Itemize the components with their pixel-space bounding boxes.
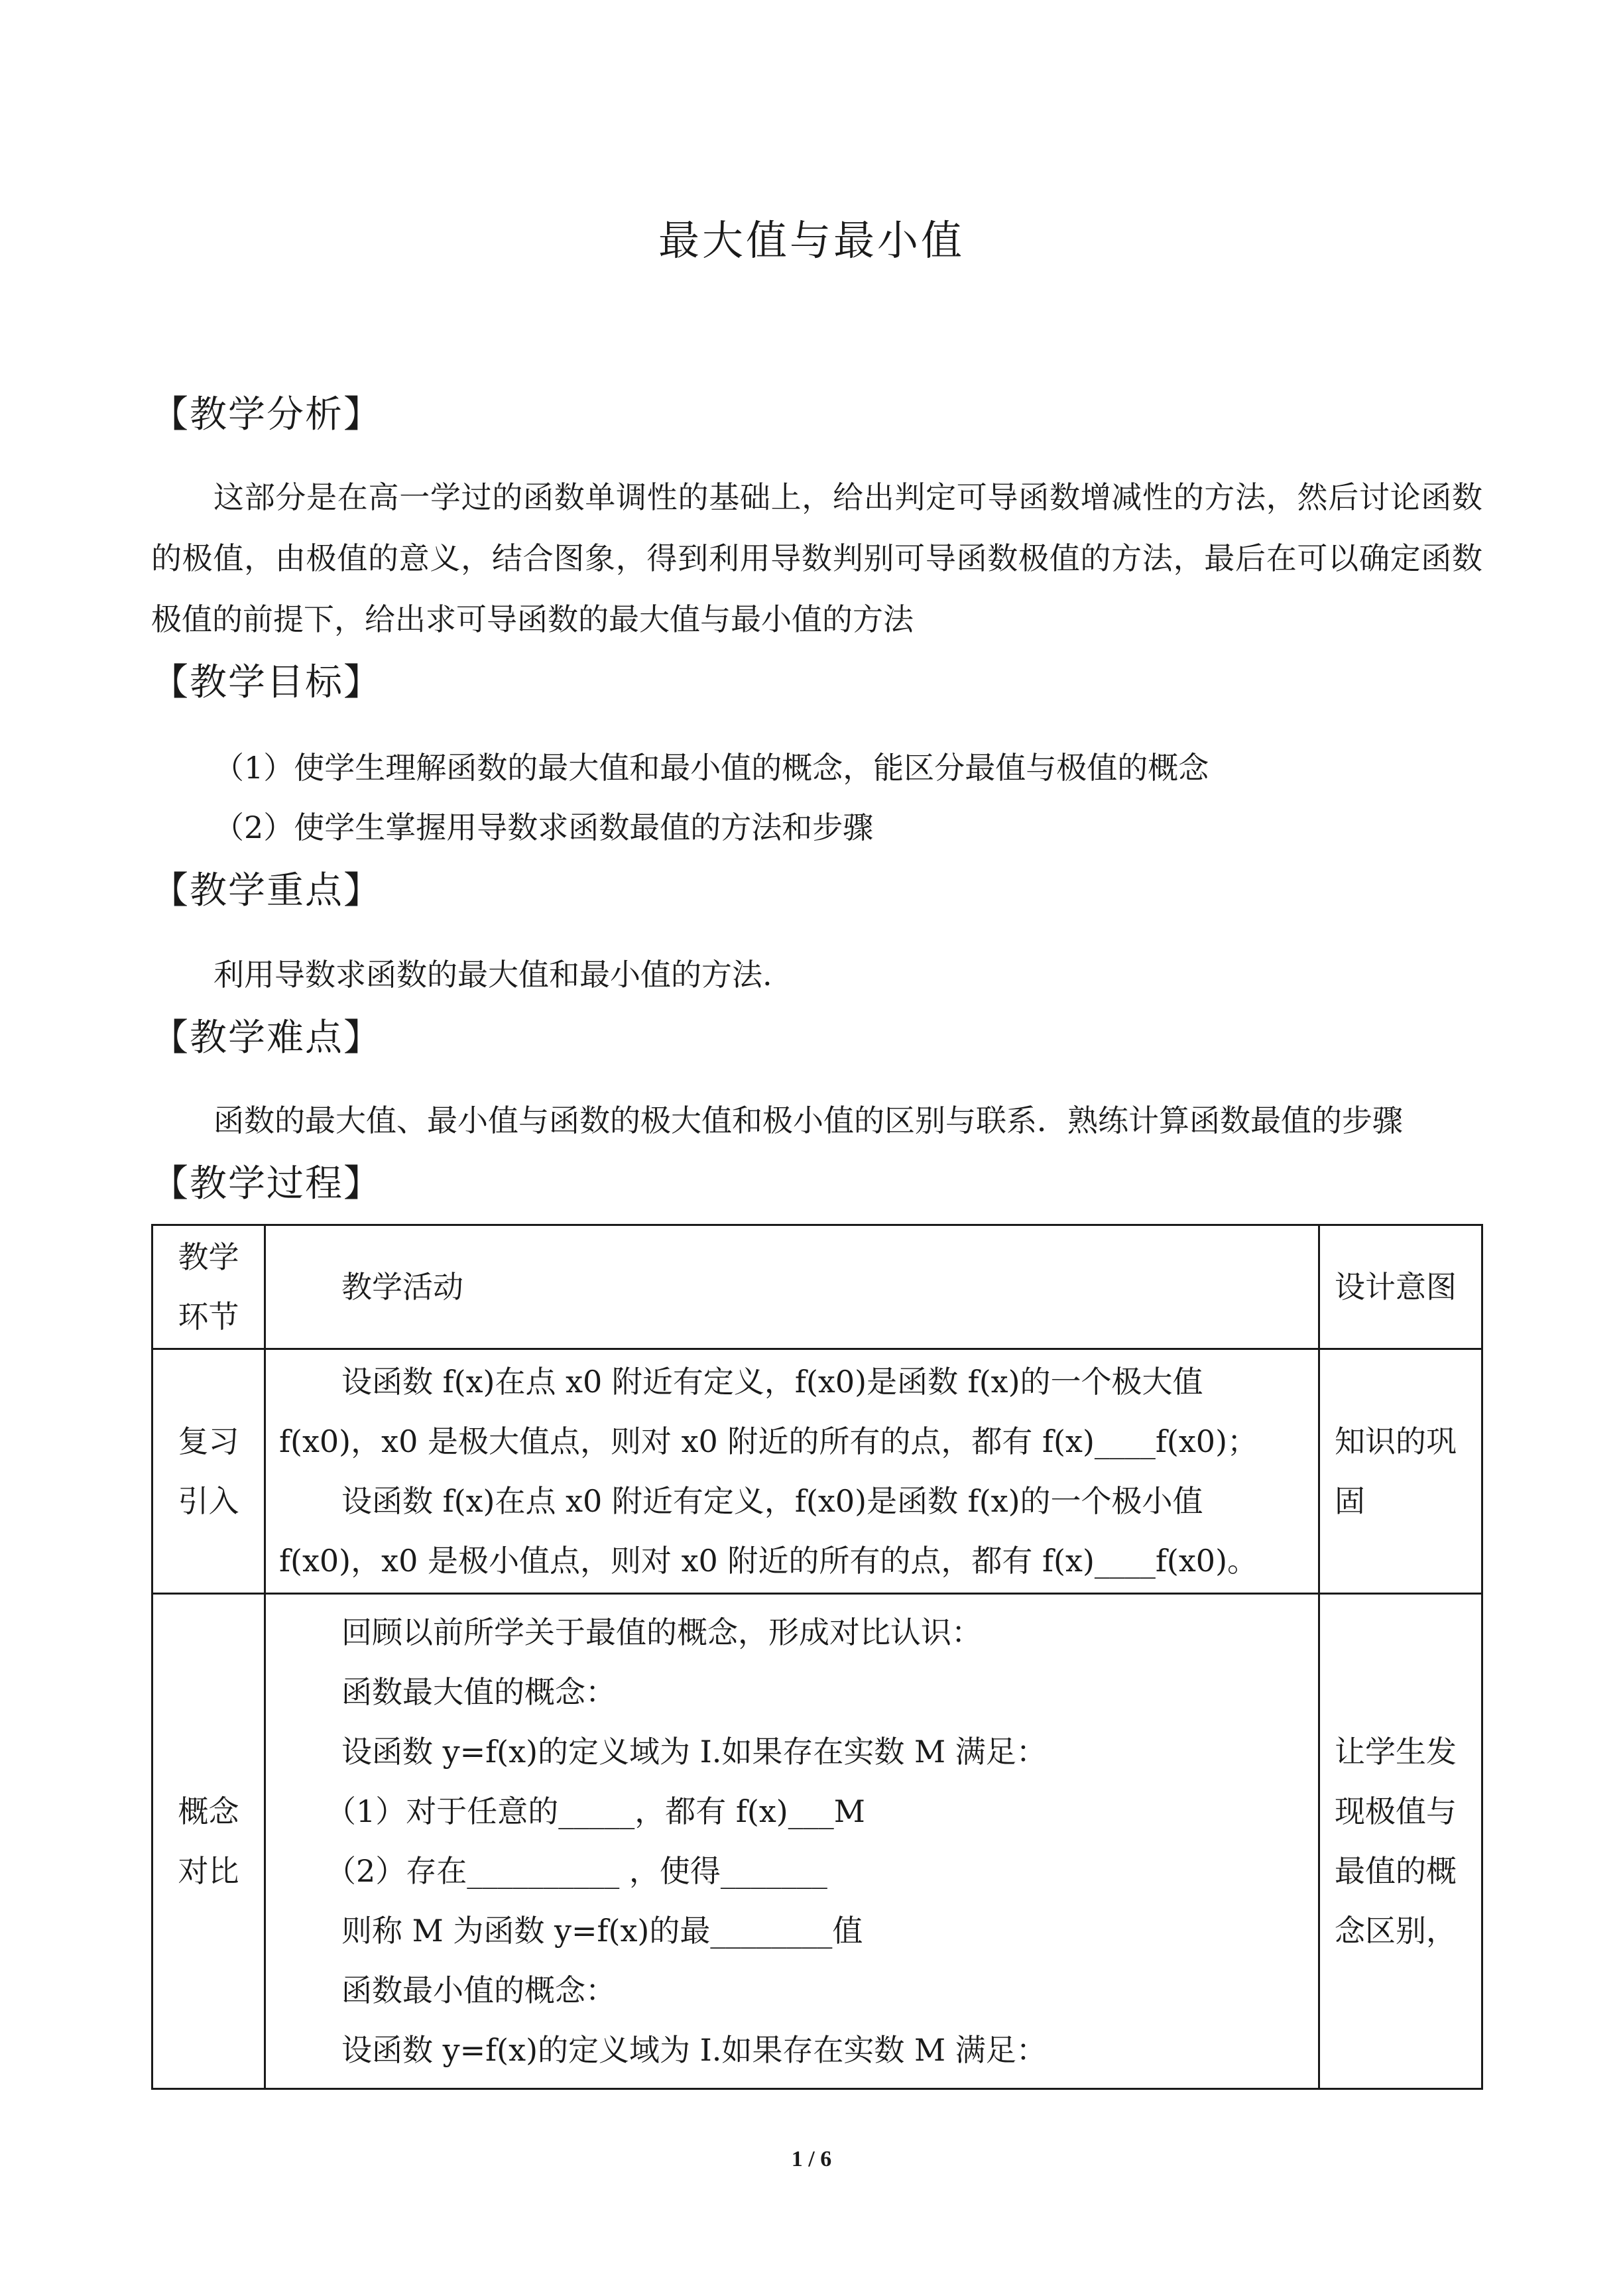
concept-activity-line-6: 则称 M 为函数 y=f(x)的最________值 (341, 1913, 863, 1949)
stage-concept-line2: 对比 (178, 1853, 239, 1889)
goal-item-2: （2）使学生掌握用导数求函数最值的方法和步骤 (213, 810, 874, 845)
header-stage-line1: 教学 (178, 1239, 239, 1275)
intent-cell-concept (1319, 1594, 1482, 2089)
activity-cell-concept (265, 1594, 1319, 2089)
header-stage-cell (152, 1225, 265, 1349)
concept-intent-line-2: 现极值与 (1335, 1793, 1457, 1829)
review-activity-line-4: f(x0)，x0 是极小值点，则对 x0 附近的所有的点，都有 f(x)____f(x0)。 (279, 1543, 1258, 1579)
key-points-paragraph: 利用导数求函数的最大值和最小值的方法. (213, 957, 772, 993)
concept-activity-line-8: 设函数 y=f(x)的定义域为 I.如果存在实数 M 满足： (341, 2032, 1047, 2068)
header-intent-cell (1319, 1225, 1482, 1349)
header-stage-line2: 环节 (178, 1299, 239, 1335)
concept-intent-line-1: 让学生发 (1335, 1734, 1457, 1770)
goal-item-1: （1）使学生理解函数的最大值和最小值的概念，能区分最值与极值的概念 (213, 750, 1209, 786)
table-row (152, 1349, 1482, 1594)
stage-cell-concept (152, 1594, 265, 2089)
concept-activity-line-5: （2）存在__________ ，使得_______ (326, 1853, 827, 1889)
concept-activity-line-1: 回顾以前所学关于最值的概念，形成对比认识： (341, 1614, 982, 1650)
concept-activity-line-4: （1）对于任意的_____，都有 f(x)___M (326, 1793, 865, 1829)
concept-activity-line-2: 函数最大值的概念： (341, 1674, 616, 1710)
section-heading-process: 【教学过程】 (151, 1162, 382, 1205)
section-heading-key-points: 【教学重点】 (151, 869, 382, 912)
stage-review-line1: 复习 (178, 1423, 239, 1459)
stage-cell-review (152, 1349, 265, 1594)
section-heading-difficulties: 【教学难点】 (151, 1016, 382, 1059)
document-title: 最大值与最小值 (658, 216, 965, 265)
review-activity-line-1: 设函数 f(x)在点 x0 附近有定义，f(x0)是函数 f(x)的一个极大值 (341, 1364, 1203, 1400)
review-activity-line-2: f(x0)，x0 是极大值点，则对 x0 附近的所有的点，都有 f(x)____f(x0)； (279, 1423, 1258, 1459)
concept-intent-line-3: 最值的概 (1335, 1853, 1457, 1889)
review-intent-line-2: 固 (1335, 1483, 1365, 1519)
header-activity-cell (265, 1225, 1319, 1349)
table-header-row (152, 1225, 1482, 1349)
section-heading-goals: 【教学目标】 (151, 661, 382, 704)
stage-review-line2: 引入 (178, 1483, 239, 1519)
header-intent-label: 设计意图 (1335, 1269, 1457, 1305)
section-heading-analysis: 【教学分析】 (151, 393, 382, 436)
concept-intent-line-4: 念区别， (1335, 1913, 1457, 1949)
intent-cell-review (1319, 1349, 1482, 1594)
review-intent-line-1: 知识的巩 (1335, 1423, 1457, 1459)
header-activity-label: 教学活动 (341, 1269, 463, 1305)
review-activity-line-3: 设函数 f(x)在点 x0 附近有定义，f(x0)是函数 f(x)的一个极小值 (341, 1483, 1203, 1519)
page-number: 1 / 6 (791, 2147, 832, 2171)
analysis-paragraph: 这部分是在高一学过的函数单调性的基础上，给出判定可导函数增减性的方法，然后讨论函数的极值，由极值的意义，结合图象，得到利用导数判别可导函数极值的方法，最后在可以确定函数极值的前提下，给出求可导函数的最大值与最小值的方法 (151, 479, 1482, 637)
table-row (152, 1594, 1482, 2089)
activity-cell-review (265, 1349, 1319, 1594)
stage-concept-line1: 概念 (178, 1793, 239, 1829)
difficulties-paragraph: 函数的最大值、最小值与函数的极大值和极小值的区别与联系．熟练计算函数最值的步骤 (213, 1103, 1403, 1138)
concept-activity-line-3: 设函数 y=f(x)的定义域为 I.如果存在实数 M 满足： (341, 1734, 1047, 1770)
concept-activity-line-7: 函数最小值的概念： (341, 1972, 616, 2008)
teaching-process-table (151, 1224, 1483, 2090)
